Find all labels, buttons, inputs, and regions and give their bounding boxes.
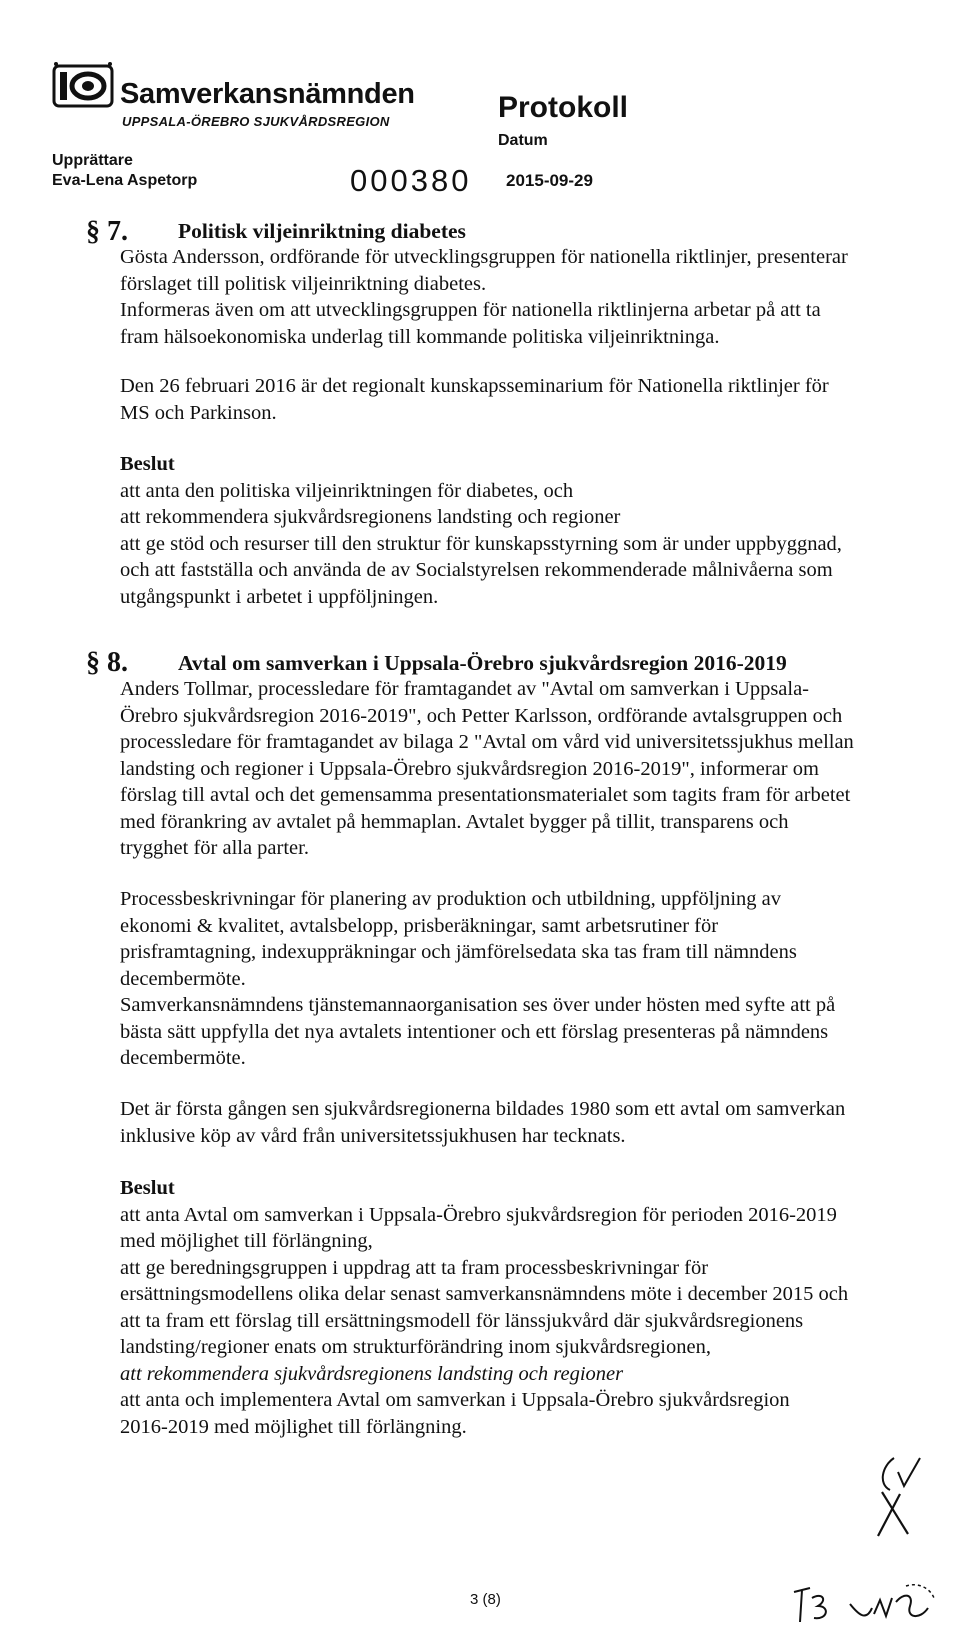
section-8-intro (120, 676, 940, 862)
text-line: inklusive köp av vård från universitetssjukhusen har tecknats. (120, 1124, 626, 1147)
text-line: att anta Avtal om samverkan i Uppsala-Örebro sjukvårdsregion för perioden 2016-2019 (120, 1203, 837, 1226)
text-line: Det är första gången sen sjukvårdsregionerna bildades 1980 som ett avtal om samverkan (120, 1098, 846, 1120)
page-number: 3 (8) (470, 1591, 501, 1608)
text-line: landsting och regioner i Uppsala-Örebro sjukvårdsregion 2016-2019", informerar om (120, 757, 819, 780)
text-line: bästa sätt uppfylla det nya avtalets intentioner och ett förslag presenteras på nämndens (120, 1020, 829, 1043)
decision-heading: Beslut (120, 1177, 175, 1199)
section-7-decision (120, 451, 940, 610)
text-line: landsting/regioner enats om strukturförändring inom sjukvårdsregionen, (120, 1336, 711, 1358)
text-line: Anders Tollmar, processledare för framtagandet av "Avtal om samverkan i Uppsala- (120, 678, 810, 700)
text-line: med förankring av avtalet på hemmaplan. Avtalet bygger på tillit, transparens och (120, 810, 789, 833)
text-line: att rekommendera sjukvårdsregionens landsting och regioner (120, 506, 621, 528)
text-line: Gösta Andersson, ordförande för utvecklingsgruppen för nationella riktlinjer, presenterar (120, 246, 848, 268)
text-line: Den 26 februari 2016 är det regionalt kunskapsseminarium för Nationella riktlinjer för (120, 375, 829, 397)
handwritten-signatures (788, 1578, 948, 1638)
author-label: Upprättare (52, 152, 133, 169)
text-line: och att fastställa och använda de av Socialstyrelsen rekommenderade målnivåerna som (120, 559, 833, 581)
section-7-seminar (120, 373, 940, 426)
section-8-history (120, 1096, 940, 1149)
text-line: med möjlighet till förlängning, (120, 1230, 373, 1252)
section-7-body (120, 244, 940, 350)
text-line: förslag till avtal och det gemensamma presentationsmaterialet som tagits fram för arbetet (120, 784, 851, 806)
text-line: att anta den politiska viljeinriktningen för diabetes, och (120, 479, 574, 502)
decision-heading: Beslut (120, 453, 175, 475)
organization-subtitle: UPPSALA-ÖREBRO SJUKVÅRDSREGION (122, 114, 390, 129)
text-line: att ge stöd och resurser till den struktur för kunskapsstyrning som är under uppbyggnad, (120, 532, 842, 555)
text-line: att ta fram ett förslag till ersättningsmodell för länssjukvård där sjukvårdsregionens (120, 1309, 804, 1332)
author-name: Eva-Lena Aspetorp (52, 172, 198, 189)
organization-name: Samverkansnämnden (120, 78, 415, 110)
text-line: utgångspunkt i arbetet i uppföljningen. (120, 585, 439, 608)
text-line: MS och Parkinson. (120, 401, 277, 424)
text-line: att rekommendera sjukvårdsregionens landsting och regioner (120, 1362, 624, 1385)
text-line: fram hälsoekonomiska underlag till kommande politiska viljeinriktninga. (120, 325, 720, 348)
text-line: processledare för framtagandet av bilaga 2 "Avtal om vård vid universitetssjukhus mellan (120, 731, 854, 753)
organization-logo (52, 62, 114, 110)
text-line: att anta och implementera Avtal om samverkan i Uppsala-Örebro sjukvårdsregion (120, 1389, 790, 1411)
section-8-decision (120, 1175, 940, 1440)
text-line: decembermöte. (120, 1047, 246, 1069)
text-line: 2016-2019 med möjlighet till förlängning. (120, 1415, 467, 1438)
text-line: att ge beredningsgruppen i uppdrag att ta fram processbeskrivningar för (120, 1256, 709, 1279)
section-8-process (120, 886, 940, 1072)
text-line: Informeras även om att utvecklingsgruppen för nationella riktlinjerna arbetar på att ta (120, 299, 821, 321)
text-line: trygghet för alla parter. (120, 837, 309, 859)
text-line: ekonomi & kvalitet, avtalsbelopp, prisberäkningar, samt arbetsrutiner för (120, 914, 719, 937)
section-8-title: Avtal om samverkan i Uppsala-Örebro sjukvårdsregion 2016-2019 (178, 651, 787, 675)
text-line: prisframtagning, indexuppräkningar och jämförelsedata ska tas fram till nämndens (120, 941, 797, 963)
section-7-title: Politisk viljeinriktning diabetes (178, 219, 466, 243)
text-line: decembermöte. (120, 967, 246, 990)
text-line: Processbeskrivningar för planering av produktion och utbildning, uppföljning av (120, 888, 782, 910)
text-line: Örebro sjukvårdsregion 2016-2019", och Petter Karlsson, ordförande avtalsgruppen och (120, 704, 843, 727)
document-number: 000380 (350, 163, 472, 198)
text-line: förslaget till politisk viljeinriktning diabetes. (120, 272, 487, 295)
document-type: Protokoll (498, 91, 629, 124)
text-line: ersättningsmodellens olika delar senast samverkansnämndens möte i december 2015 och (120, 1283, 849, 1305)
text-line: Samverkansnämndens tjänstemannaorganisation ses över under hösten med syfte att på (120, 994, 836, 1016)
section-7-number: § 7. (86, 216, 128, 247)
section-8-number: § 8. (86, 647, 128, 678)
document-date: 2015-09-29 (506, 171, 593, 190)
handwritten-initials (860, 1450, 940, 1540)
date-label: Datum (498, 132, 548, 149)
